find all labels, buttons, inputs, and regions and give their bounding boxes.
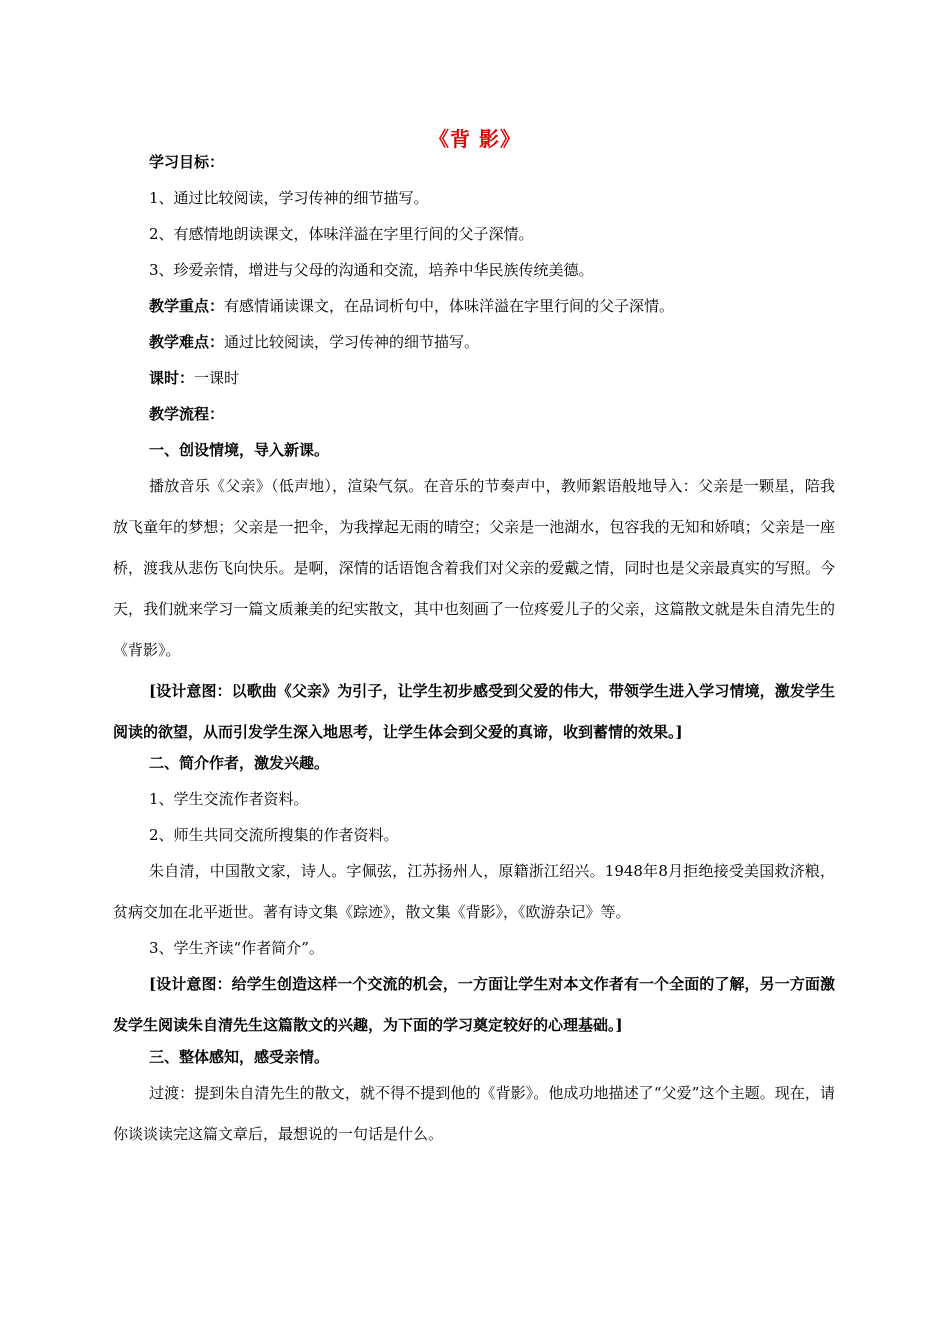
process-heading: 教学流程： [149, 405, 225, 423]
objective-item-2: 2、有感情地朗读课文，体味洋溢在字里行间的父子深情。 [149, 225, 534, 243]
section3-heading: 三、整体感知，感受亲情。 [149, 1048, 330, 1066]
section1-heading: 一、创设情境，导入新课。 [149, 441, 330, 459]
class-hours [149, 358, 835, 399]
difficulty-text: 通过比较阅读，学习传神的细节描写。 [224, 333, 480, 351]
objective-item-1: 1、通过比较阅读，学习传神的细节描写。 [149, 189, 429, 207]
page-title: 《背 影》 [429, 127, 521, 151]
section2-item-2: 2、师生共同交流所搜集的作者资料。 [149, 826, 399, 844]
section1-body: 播放音乐《父亲》（低声地），渲染气氛。在音乐的节奏声中，教师絮语般地导入：父亲是一颗星，陪我放飞童年的梦想；父亲是一把伞，为我撑起无雨的晴空；父亲是一池湖水，包容我的无知和娇嗔；父亲是一座桥，渡我从悲伤飞向快乐。是啊，深情的话语饱含着我们对父亲的爱戴之情，同时也是父亲最真实的写照。今天，我们就来学习一篇文质兼美的纪实散文，其中也刻画了一位疼爱儿子的父亲，这篇散文就是朱自清先生的《背影》。 [113, 477, 835, 659]
difficulty [149, 322, 835, 363]
section2-item-3: 3、学生齐读“作者简介”。 [149, 939, 324, 957]
difficulty-label: 教学难点： [149, 333, 225, 351]
section2-heading: 二、简介作者，激发兴趣。 [149, 754, 330, 772]
section1-design-intent: [设计意图：以歌曲《父亲》为引子，让学生初步感受到父爱的伟大，带领学生进入学习情境，激发学生阅读的欲望，从而引发学生深入地思考，让学生体会到父爱的真谛，收到蓄情的效果。] [113, 682, 835, 741]
section2-item-1: 1、学生交流作者资料。 [149, 790, 309, 808]
class-hours-label: 课时： [149, 369, 195, 387]
class-hours-text: 一课时 [194, 369, 240, 387]
author-bio: 朱自清，中国散文家，诗人。字佩弦，江苏扬州人，原籍浙江绍兴。1948年8月拒绝接受美国救济粮，贫病交加在北平逝世。著有诗文集《踪迹》，散文集《背影》，《欧游杂记》等。 [113, 862, 835, 921]
key-point-label: 教学重点： [149, 297, 225, 315]
objective-item-3: 3、珍爱亲情，增进与父母的沟通和交流，培养中华民族传统美德。 [149, 261, 594, 279]
key-point-text: 有感情诵读课文，在品词析句中，体味洋溢在字里行间的父子深情。 [224, 297, 675, 315]
section3-body: 过渡：提到朱自清先生的散文，就不得不提到他的《背影》。他成功地描述了“父爱”这个主题。现在，请你谈谈读完这篇文章后，最想说的一句话是什么。 [113, 1084, 835, 1143]
key-point [149, 286, 835, 327]
objectives-heading: 学习目标： [149, 153, 225, 171]
section2-design-intent: [设计意图：给学生创造这样一个交流的机会，一方面让学生对本文作者有一个全面的了解，另一方面激发学生阅读朱自清先生这篇散文的兴趣，为下面的学习奠定较好的心理基础。] [113, 975, 835, 1034]
